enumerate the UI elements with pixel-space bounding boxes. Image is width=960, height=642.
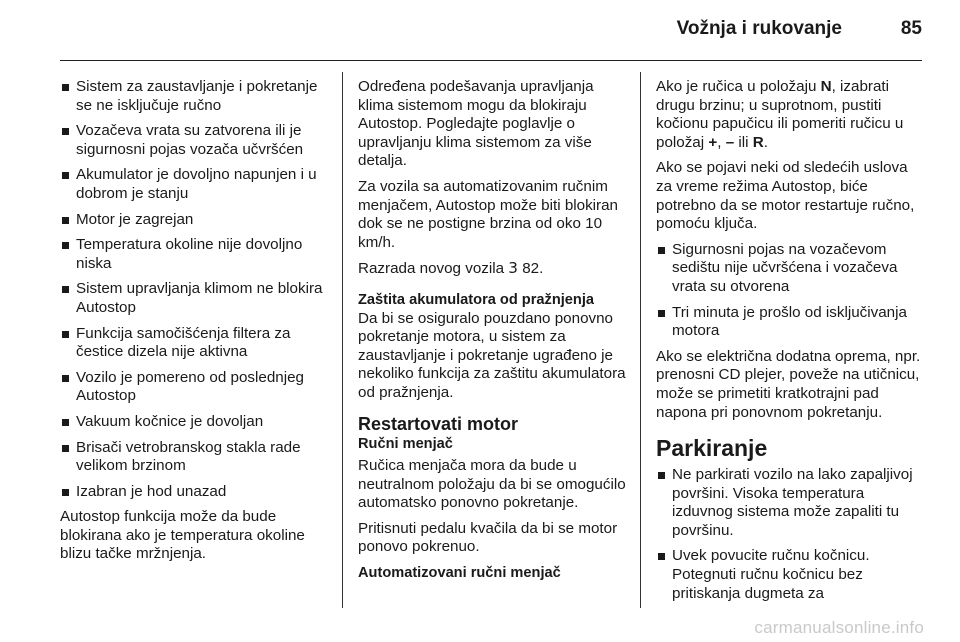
list-item: Vakuum kočnice je dovoljan	[60, 413, 334, 432]
paragraph: Ako se pojavi neki od sledećih uslova za vreme režima Autostop, biće potrebno da se motor restartuje ručno, pomoću ključa.	[656, 159, 915, 233]
list-item: Temperatura okoline nije dovoljno niska	[60, 236, 334, 273]
list-item: Izabran je hod unazad	[60, 483, 334, 502]
reference-text: Razrada novog vozila	[358, 260, 505, 278]
automated-manual-heading: Automatizovani ručni menjač	[358, 565, 561, 582]
parking-list	[656, 466, 926, 603]
column-divider-1	[342, 72, 343, 608]
text-run: Ako je ručica u položaju	[656, 78, 817, 95]
list-item: Uvek povucite ručnu kočnicu. Potegnuti ručnu kočnicu bez pritiskanja dugmeta za	[656, 547, 926, 603]
reference-page: 82.	[522, 260, 544, 278]
list-item: Sigurnosni pojas na vozačevom sedištu nije učvršćena i vozačeva vrata su otvorena	[656, 241, 926, 297]
paragraph	[656, 78, 926, 152]
page-header	[0, 0, 960, 62]
paragraph: Ručica menjača mora da bude u neutralnom položaju da bi se omogućilo automatsko ponovno pokretanje.	[358, 457, 626, 512]
header-rule	[60, 60, 922, 61]
column-divider-2	[640, 72, 641, 608]
paragraph: Autostop funkcija može da bude blokirana ako je temperatura okoline blizu tačke mržnjenja.	[60, 508, 305, 563]
column-1	[60, 78, 334, 571]
restart-engine-heading: Restartovati motor	[358, 413, 519, 434]
gear-n-symbol: N	[820, 78, 832, 95]
paragraph: Ako se električna dodatna oprema, npr. prenosni CD plejer, poveže na utičnicu, može se primetiti kratkotrajni pad napona pri ponovnom pokretanju.	[656, 347, 921, 421]
column-3	[656, 78, 926, 610]
watermark: carmanualsonline.info	[754, 618, 924, 637]
paragraph: Pritisnuti pedalu kvačila da bi se motor ponovo pokrenuo.	[358, 519, 618, 556]
gear-r-symbol: R	[752, 133, 764, 151]
list-item: Vozačeva vrata su zatvorena ili je sigurnosni pojas vozača učvršćen	[60, 122, 334, 159]
list-item: Motor je zagrejan	[60, 211, 334, 230]
restart-conditions-list	[656, 241, 926, 341]
paragraph: Da bi se osiguralo pouzdano ponovno pokretanje motora, u sistem za zaustavljanje i pokretanje ugrađeno je nekoliko funkcija za zaštitu akumulatora od pražnjenja.	[358, 309, 626, 401]
parking-heading: Parkiranje	[656, 435, 768, 462]
battery-protection-heading: Zaštita akumulatora od pražnjenja	[358, 291, 594, 308]
autostop-conditions-list	[60, 78, 334, 501]
list-item: Vozilo je pomereno od poslednjeg Autostop	[60, 369, 334, 406]
gear-minus-symbol: –	[725, 133, 735, 151]
header-title: Vožnja i rukovanje	[676, 18, 842, 39]
list-item: Ne parkirati vozilo na lako zapaljivoj površini. Visoka temperatura izduvnog sistema može zapaliti tu površinu.	[656, 466, 926, 540]
manual-transmission-heading: Ručni menjač	[358, 435, 453, 452]
list-item: Akumulator je dovoljno napunjen i u dobrom je stanju	[60, 166, 334, 203]
text-run: , izabrati drugu brzinu; u suprotnom, pustiti kočionu papučicu ili pomeriti ručicu u položaj	[656, 78, 904, 151]
list-item: Brisači vetrobranskog stakla rade velikom brzinom	[60, 439, 334, 476]
list-item: Funkcija samočišćenja filtera za čestice dizela nije aktivna	[60, 325, 334, 362]
page-reference-icon: 3	[508, 259, 518, 278]
cross-reference	[358, 259, 630, 279]
text-run: .	[763, 133, 768, 151]
text-run: ,	[717, 133, 722, 151]
list-item: Sistem za zaustavljanje i pokretanje se ne isključuje ručno	[60, 78, 334, 115]
page-number: 85	[900, 18, 922, 39]
list-item: Sistem upravljanja klimom ne blokira Autostop	[60, 280, 334, 317]
paragraph: Određena podešavanja upravljanja klima sistemom mogu da blokiraju Autostop. Pogledajte poglavlje o upravljanju klima sistemom za više detalja.	[358, 78, 594, 170]
text-run: ili	[738, 133, 749, 151]
paragraph: Za vozila sa automatizovanim ručnim menjačem, Autostop može biti blokiran dok se ne postigne brzina od oko 10 km/h.	[358, 177, 619, 251]
column-2	[358, 78, 630, 583]
gear-plus-symbol: +	[708, 133, 718, 151]
list-item: Tri minuta je prošlo od isključivanja motora	[656, 304, 926, 341]
